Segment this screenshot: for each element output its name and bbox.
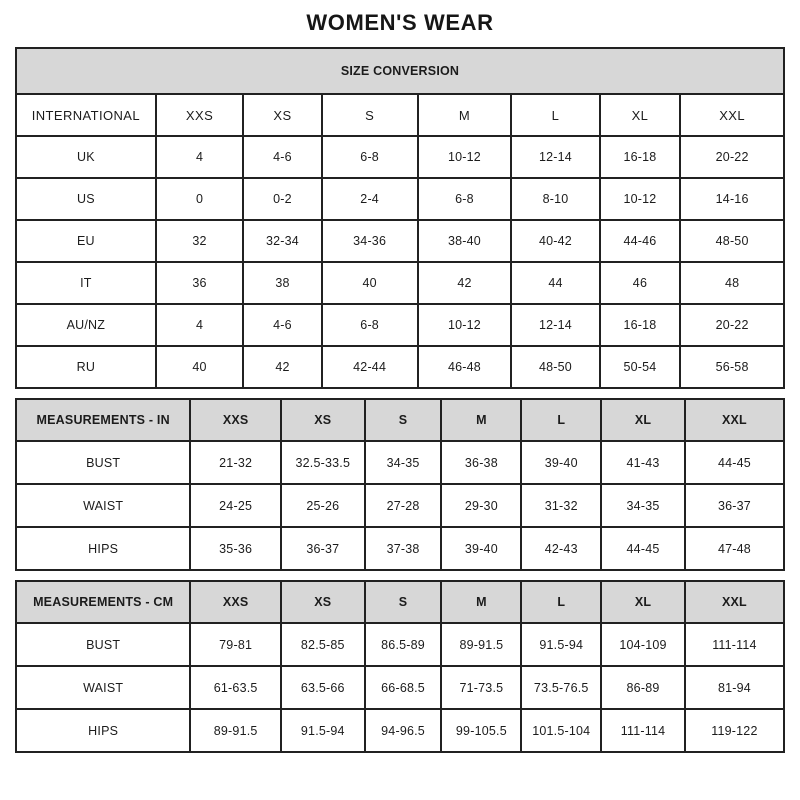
column-header-row bbox=[16, 399, 784, 441]
size-value: 0-2 bbox=[243, 178, 321, 220]
measurement-value: 44-45 bbox=[685, 441, 784, 484]
size-value: 10-12 bbox=[418, 304, 512, 346]
measurement-value: 91.5-94 bbox=[281, 709, 365, 752]
column-header: M bbox=[441, 399, 521, 441]
size-value: 32-34 bbox=[243, 220, 321, 262]
row-label: IT bbox=[16, 262, 156, 304]
row-label: EU bbox=[16, 220, 156, 262]
size-value: 34-36 bbox=[322, 220, 418, 262]
measurement-value: 79-81 bbox=[190, 623, 281, 666]
measurement-value: 24-25 bbox=[190, 484, 281, 527]
row-label: WAIST bbox=[16, 484, 190, 527]
measurement-value: 99-105.5 bbox=[441, 709, 521, 752]
row-label: AU/NZ bbox=[16, 304, 156, 346]
size-value: 42-44 bbox=[322, 346, 418, 388]
measurement-value: 21-32 bbox=[190, 441, 281, 484]
measurement-value: 42-43 bbox=[521, 527, 601, 570]
measurement-value: 89-91.5 bbox=[190, 709, 281, 752]
size-value: 4-6 bbox=[243, 304, 321, 346]
table-row-waist-in bbox=[16, 484, 784, 527]
measurement-value: 111-114 bbox=[685, 623, 784, 666]
measurement-value: 34-35 bbox=[365, 441, 442, 484]
column-header: INTERNATIONAL bbox=[16, 94, 156, 136]
size-value: 8-10 bbox=[511, 178, 599, 220]
table-row-bust-cm bbox=[16, 623, 784, 666]
measurements-in-heading: MEASUREMENTS - IN bbox=[16, 399, 190, 441]
measurement-value: 89-91.5 bbox=[441, 623, 521, 666]
column-header: L bbox=[521, 581, 601, 623]
measurement-value: 91.5-94 bbox=[521, 623, 601, 666]
size-value: 2-4 bbox=[322, 178, 418, 220]
measurement-value: 111-114 bbox=[601, 709, 685, 752]
measurement-value: 86-89 bbox=[601, 666, 685, 709]
size-value: 48-50 bbox=[680, 220, 784, 262]
size-value: 32 bbox=[156, 220, 244, 262]
size-value: 46 bbox=[600, 262, 681, 304]
column-header: XS bbox=[281, 581, 365, 623]
column-header: S bbox=[365, 399, 442, 441]
table-row-hips-in bbox=[16, 527, 784, 570]
size-value: 10-12 bbox=[418, 136, 512, 178]
measurement-value: 36-37 bbox=[685, 484, 784, 527]
size-value: 4 bbox=[156, 304, 244, 346]
measurement-value: 39-40 bbox=[441, 527, 521, 570]
size-value: 36 bbox=[156, 262, 244, 304]
measurement-value: 94-96.5 bbox=[365, 709, 442, 752]
size-value: 42 bbox=[243, 346, 321, 388]
column-header: XL bbox=[601, 399, 685, 441]
measurement-value: 101.5-104 bbox=[521, 709, 601, 752]
size-value: 16-18 bbox=[600, 136, 681, 178]
size-value: 40-42 bbox=[511, 220, 599, 262]
measurement-value: 39-40 bbox=[521, 441, 601, 484]
size-value: 14-16 bbox=[680, 178, 784, 220]
column-header: S bbox=[365, 581, 442, 623]
measurement-value: 63.5-66 bbox=[281, 666, 365, 709]
table-row-eu bbox=[16, 220, 784, 262]
measurements-cm-table bbox=[15, 580, 785, 753]
size-value: 16-18 bbox=[600, 304, 681, 346]
measurement-value: 81-94 bbox=[685, 666, 784, 709]
column-header: XS bbox=[243, 94, 321, 136]
size-value: 20-22 bbox=[680, 304, 784, 346]
row-label: BUST bbox=[16, 441, 190, 484]
measurement-value: 73.5-76.5 bbox=[521, 666, 601, 709]
size-value: 4-6 bbox=[243, 136, 321, 178]
size-value: 48-50 bbox=[511, 346, 599, 388]
measurement-value: 41-43 bbox=[601, 441, 685, 484]
table-row-us bbox=[16, 178, 784, 220]
measurement-value: 36-38 bbox=[441, 441, 521, 484]
size-value: 6-8 bbox=[418, 178, 512, 220]
measurement-value: 44-45 bbox=[601, 527, 685, 570]
table-row-aunz bbox=[16, 304, 784, 346]
row-label: HIPS bbox=[16, 527, 190, 570]
size-value: 46-48 bbox=[418, 346, 512, 388]
table-row-hips-cm bbox=[16, 709, 784, 752]
size-conversion-table bbox=[15, 47, 785, 389]
table-row-it bbox=[16, 262, 784, 304]
column-header: L bbox=[521, 399, 601, 441]
table-band-row bbox=[16, 48, 784, 94]
size-value: 38 bbox=[243, 262, 321, 304]
column-header: S bbox=[322, 94, 418, 136]
size-value: 10-12 bbox=[600, 178, 681, 220]
table-row-bust-in bbox=[16, 441, 784, 484]
measurement-value: 104-109 bbox=[601, 623, 685, 666]
table-row-waist-cm bbox=[16, 666, 784, 709]
measurement-value: 36-37 bbox=[281, 527, 365, 570]
column-header: XL bbox=[600, 94, 681, 136]
page-title: WOMEN'S WEAR bbox=[306, 10, 494, 35]
column-header: XL bbox=[601, 581, 685, 623]
size-value: 6-8 bbox=[322, 136, 418, 178]
row-label: HIPS bbox=[16, 709, 190, 752]
measurement-value: 66-68.5 bbox=[365, 666, 442, 709]
measurement-value: 71-73.5 bbox=[441, 666, 521, 709]
row-label: UK bbox=[16, 136, 156, 178]
measurement-value: 47-48 bbox=[685, 527, 784, 570]
size-value: 4 bbox=[156, 136, 244, 178]
column-header: XXS bbox=[190, 581, 281, 623]
column-header-row bbox=[16, 94, 784, 136]
measurement-value: 119-122 bbox=[685, 709, 784, 752]
row-label: BUST bbox=[16, 623, 190, 666]
size-value: 12-14 bbox=[511, 136, 599, 178]
column-header: XXL bbox=[685, 399, 784, 441]
size-value: 6-8 bbox=[322, 304, 418, 346]
size-value: 50-54 bbox=[600, 346, 681, 388]
size-value: 48 bbox=[680, 262, 784, 304]
size-conversion-heading: SIZE CONVERSION bbox=[16, 48, 784, 94]
column-header-row bbox=[16, 581, 784, 623]
size-value: 38-40 bbox=[418, 220, 512, 262]
measurement-value: 25-26 bbox=[281, 484, 365, 527]
column-header: XXL bbox=[685, 581, 784, 623]
measurements-in-table bbox=[15, 398, 785, 571]
column-header: XXL bbox=[680, 94, 784, 136]
measurement-value: 82.5-85 bbox=[281, 623, 365, 666]
row-label: WAIST bbox=[16, 666, 190, 709]
column-header: XXS bbox=[190, 399, 281, 441]
table-row-uk bbox=[16, 136, 784, 178]
table-row-ru bbox=[16, 346, 784, 388]
measurement-value: 37-38 bbox=[365, 527, 442, 570]
size-value: 44 bbox=[511, 262, 599, 304]
size-value: 0 bbox=[156, 178, 244, 220]
size-value: 12-14 bbox=[511, 304, 599, 346]
size-value: 42 bbox=[418, 262, 512, 304]
size-value: 56-58 bbox=[680, 346, 784, 388]
measurement-value: 31-32 bbox=[521, 484, 601, 527]
size-value: 40 bbox=[322, 262, 418, 304]
size-value: 44-46 bbox=[600, 220, 681, 262]
measurement-value: 29-30 bbox=[441, 484, 521, 527]
measurement-value: 35-36 bbox=[190, 527, 281, 570]
column-header: M bbox=[441, 581, 521, 623]
measurement-value: 61-63.5 bbox=[190, 666, 281, 709]
measurement-value: 27-28 bbox=[365, 484, 442, 527]
row-label: US bbox=[16, 178, 156, 220]
measurement-value: 32.5-33.5 bbox=[281, 441, 365, 484]
size-value: 40 bbox=[156, 346, 244, 388]
column-header: M bbox=[418, 94, 512, 136]
column-header: L bbox=[511, 94, 599, 136]
column-header: XS bbox=[281, 399, 365, 441]
measurement-value: 86.5-89 bbox=[365, 623, 442, 666]
column-header: XXS bbox=[156, 94, 244, 136]
measurement-value: 34-35 bbox=[601, 484, 685, 527]
row-label: RU bbox=[16, 346, 156, 388]
measurements-cm-heading: MEASUREMENTS - CM bbox=[16, 581, 190, 623]
size-value: 20-22 bbox=[680, 136, 784, 178]
